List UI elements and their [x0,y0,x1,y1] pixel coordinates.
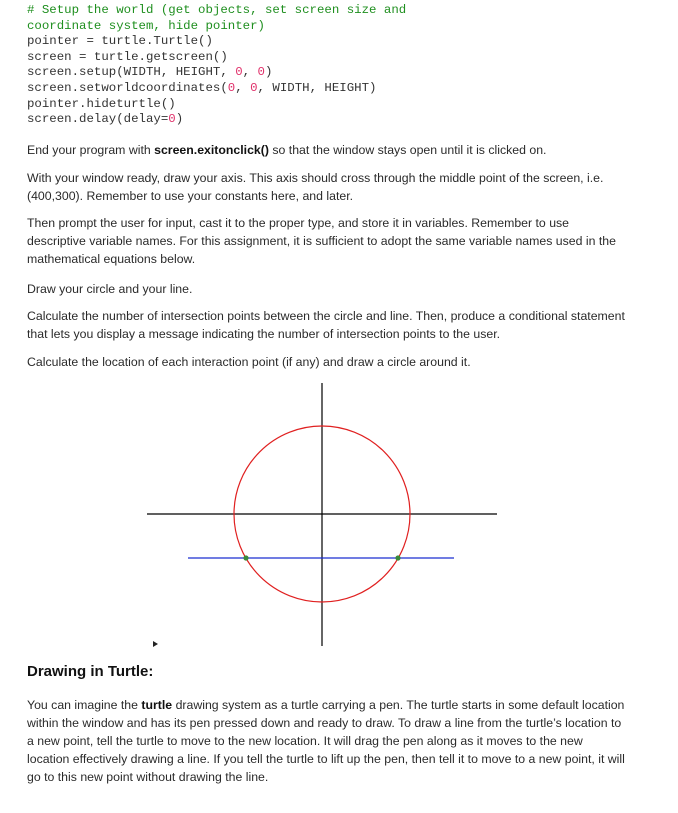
turtle-keyword: turtle [141,698,173,712]
code-line-3: pointer = turtle.Turtle() [27,34,213,49]
code-line-5: screen.setup(WIDTH, HEIGHT, 0, 0) [27,65,273,80]
circle-line-diagram [0,380,678,650]
code-line-6: screen.setworldcoordinates(0, 0, WIDTH, HEIGHT) [27,80,377,95]
code-block [27,3,406,128]
paragraph-calc-count: Calculate the number of intersection points between the circle and line. Then, produce a conditional statement that lets you display a message indicating the number of intersection points to the user. [27,309,625,341]
paragraph-exitonclick: End your program with screen.exitonclick() so that the window stays open until it is clicked on. [27,143,547,157]
code-line-2: coordinate system, hide pointer) [27,18,265,33]
paragraph-draw: Draw your circle and your line. [27,282,193,296]
intersection-marker-right [395,555,400,560]
code-line-4: screen = turtle.getscreen() [27,49,228,64]
paragraph-calc-location: Calculate the location of each interaction point (if any) and draw a circle around it. [27,355,471,369]
intersection-marker-left [243,555,248,560]
exitonclick-code: screen.exitonclick() [154,143,269,157]
arrow-pointer-icon [153,641,158,647]
paragraph-axis: With your window ready, draw your axis. This axis should cross through the middle point of the screen, i.e. (400,300). Remember to use your constants here, and later. [27,171,604,203]
code-line-7: pointer.hideturtle() [27,96,176,111]
paragraph-prompt-input: Then prompt the user for input, cast it to the proper type, and store it in variables. Remember to use descriptive variable names. For this assignment, it is sufficient to adopt the same variable names used in the mathematical equations below. [27,216,616,266]
section-heading: Drawing in Turtle: [27,663,154,680]
code-line-1: # Setup the world (get objects, set screen size and [27,3,407,17]
paragraph-turtle: You can imagine the turtle drawing system as a turtle carrying a pen. The turtle starts in some default location within the window and has its pen pressed down and ready to draw. To draw a line from the turtle’s location to a new point, tell the turtle to move to the new location. It will drag the pen along as it moves to the new location effectively drawing a line. If you tell the turtle to lift up the pen, then tell it to move to a new point, it will go to this new point without drawing the line. [27,698,625,784]
code-line-8: screen.delay(delay=0) [27,112,184,127]
